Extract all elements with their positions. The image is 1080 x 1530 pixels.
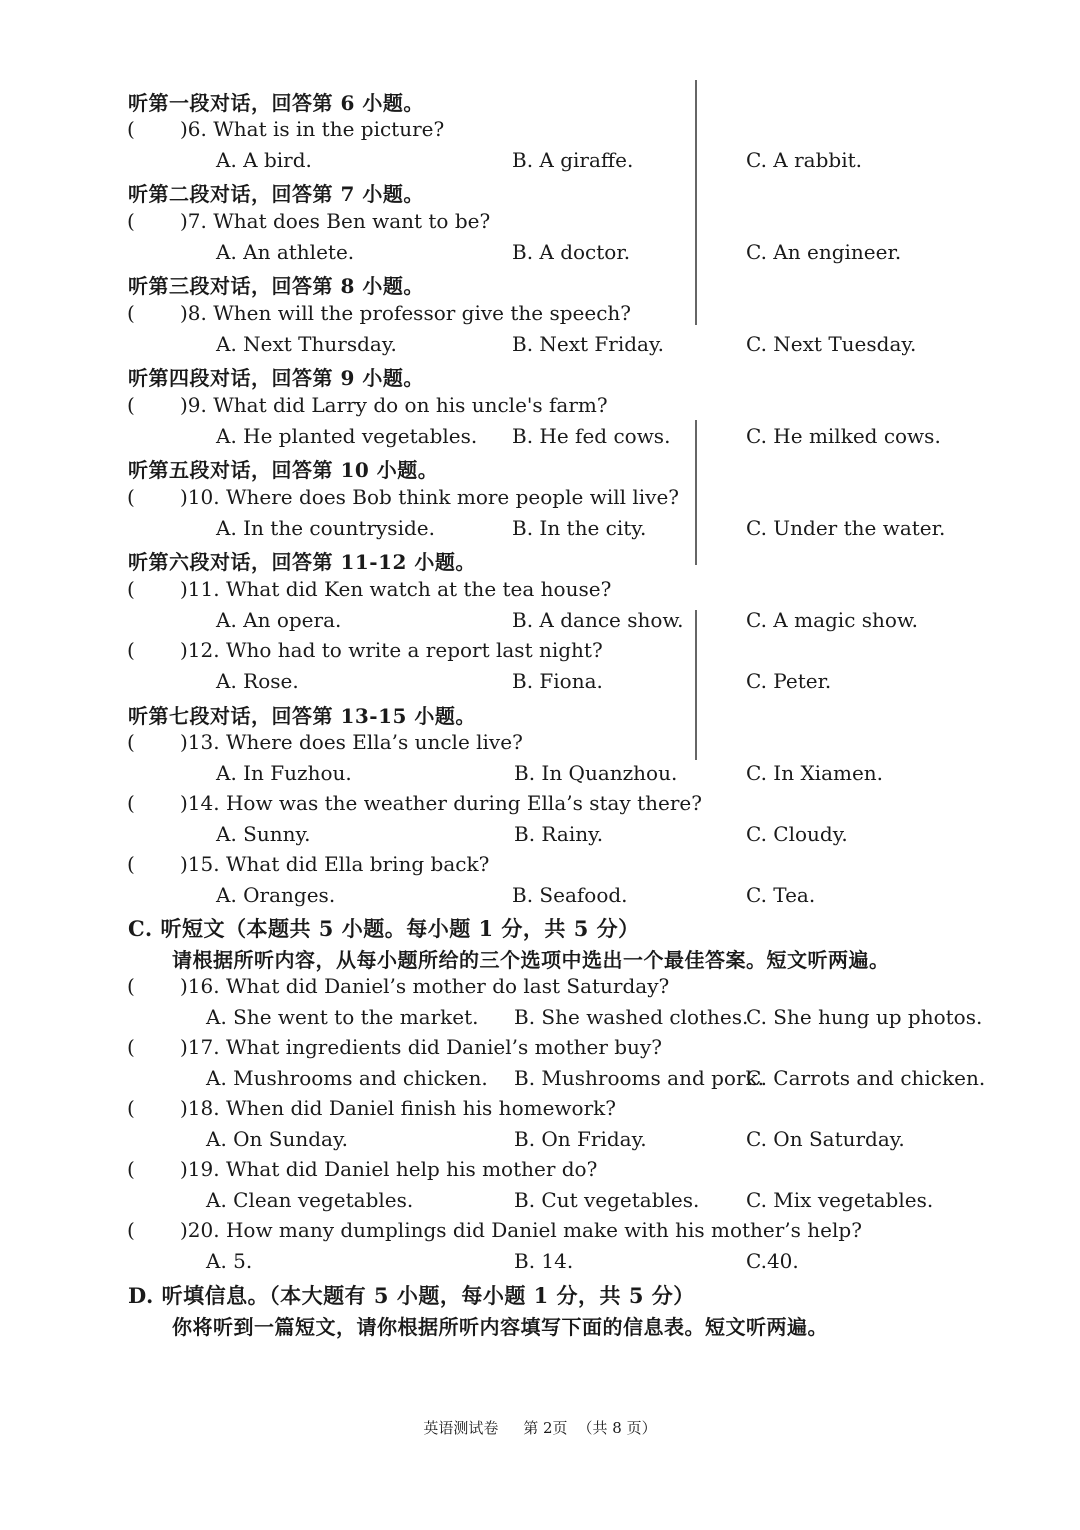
section-heading: 听第四段对话，回答第 9 小题。 [128, 366, 424, 390]
section-heading: 听第三段对话，回答第 8 小题。 [128, 274, 424, 298]
option-a: A. On Sunday. [206, 1127, 348, 1151]
question-stem: )16. What did Daniel’s mother do last Saturday? [180, 974, 670, 998]
answer-bracket[interactable]: ( [127, 791, 135, 815]
part-d-heading: D. 听填信息。（本大题有 5 小题，每小题 1 分，共 5 分） [128, 1283, 695, 1308]
option-c: C. Cloudy. [746, 822, 848, 846]
answer-bracket[interactable]: ( [127, 117, 135, 141]
question-stem: )9. What did Larry do on his uncle's farm? [180, 393, 608, 417]
question-stem: )13. Where does Ella’s uncle live? [180, 730, 523, 754]
option-a: A. An athlete. [216, 240, 355, 264]
option-c: C. Next Tuesday. [746, 332, 917, 356]
question-stem: )6. What is in the picture? [180, 117, 445, 141]
question-row [0, 1157, 1080, 1185]
answer-bracket[interactable]: ( [127, 577, 135, 601]
option-b: B. Rainy. [514, 822, 604, 846]
option-c: C. On Saturday. [746, 1127, 905, 1151]
question-stem: )14. How was the weather during Ella’s stay there? [180, 791, 702, 815]
question-stem: )19. What did Daniel help his mother do? [180, 1157, 598, 1181]
question-stem: )15. What did Ella bring back? [180, 852, 490, 876]
question-stem: )12. Who had to write a report last night? [180, 638, 603, 662]
question-row [0, 577, 1080, 605]
question-stem: )17. What ingredients did Daniel’s mother buy? [180, 1035, 662, 1059]
option-b: B. He fed cows. [512, 424, 671, 448]
option-b: B. She washed clothes. [514, 1005, 749, 1029]
option-a: A. In the countryside. [216, 516, 435, 540]
option-a: A. She went to the market. [206, 1005, 479, 1029]
option-b: B. On Friday. [514, 1127, 647, 1151]
question-stem: )8. When will the professor give the speech? [180, 301, 632, 325]
section-heading: 听第六段对话，回答第 11-12 小题。 [128, 550, 476, 574]
option-b: B. In the city. [512, 516, 647, 540]
option-a: A. He planted vegetables. [216, 424, 478, 448]
question-stem: )10. Where does Bob think more people will live? [180, 485, 680, 509]
question-row [0, 730, 1080, 758]
question-row [0, 1096, 1080, 1124]
answer-bracket[interactable]: ( [127, 485, 135, 509]
option-c: C. Mix vegetables. [746, 1188, 934, 1212]
question-row [0, 1218, 1080, 1246]
answer-bracket[interactable]: ( [127, 209, 135, 233]
option-c: C. An engineer. [746, 240, 902, 264]
question-row [0, 791, 1080, 819]
answer-bracket[interactable]: ( [127, 730, 135, 754]
option-a: A. A bird. [216, 148, 312, 172]
option-c: C. He milked cows. [746, 424, 941, 448]
option-b: B. Fiona. [512, 669, 603, 693]
question-row [0, 301, 1080, 329]
question-stem: )7. What does Ben want to be? [180, 209, 491, 233]
answer-bracket[interactable]: ( [127, 852, 135, 876]
option-a: A. Clean vegetables. [206, 1188, 414, 1212]
option-b: B. A dance show. [512, 608, 684, 632]
option-b: B. A doctor. [512, 240, 631, 264]
question-row [0, 638, 1080, 666]
page-footer [0, 1417, 1080, 1438]
answer-bracket[interactable]: ( [127, 1157, 135, 1181]
part-d-instruction: 你将听到一篇短文，请你根据所听内容填写下面的信息表。短文听两遍。 [172, 1315, 828, 1339]
footer-subject: 英语测试卷 [423, 1419, 499, 1437]
option-a: A. Rose. [216, 669, 299, 693]
part-c-heading: C. 听短文（本题共 5 小题。每小题 1 分，共 5 分） [128, 916, 640, 941]
option-c: C. Tea. [746, 883, 816, 907]
option-a: A. Sunny. [216, 822, 311, 846]
question-stem: )18. When did Daniel finish his homework? [180, 1096, 616, 1120]
section-heading: 听第五段对话，回答第 10 小题。 [128, 458, 439, 482]
answer-bracket[interactable]: ( [127, 1096, 135, 1120]
option-a: A. Mushrooms and chicken. [206, 1066, 488, 1090]
question-row [0, 485, 1080, 513]
question-row [0, 117, 1080, 145]
option-b: B. 14. [514, 1249, 574, 1273]
question-row [0, 1035, 1080, 1063]
option-c: C. Carrots and chicken. [746, 1066, 986, 1090]
option-b: B. In Quanzhou. [514, 761, 678, 785]
option-c: C. In Xiamen. [746, 761, 884, 785]
question-row [0, 852, 1080, 880]
answer-bracket[interactable]: ( [127, 1218, 135, 1242]
answer-bracket[interactable]: ( [127, 638, 135, 662]
option-a: A. In Fuzhou. [216, 761, 352, 785]
option-c: C. A rabbit. [746, 148, 862, 172]
footer-total-pages: （共 8 页） [577, 1419, 657, 1437]
option-b: B. Seafood. [512, 883, 628, 907]
question-row [0, 209, 1080, 237]
section-heading: 听第二段对话，回答第 7 小题。 [128, 182, 424, 206]
option-c: C.40. [746, 1249, 799, 1273]
option-c: C. She hung up photos. [746, 1005, 983, 1029]
question-row [0, 974, 1080, 1002]
question-row [0, 393, 1080, 421]
option-c: C. Peter. [746, 669, 832, 693]
option-a: A. Next Thursday. [216, 332, 397, 356]
section-heading: 听第七段对话，回答第 13-15 小题。 [128, 704, 476, 728]
option-a: A. Oranges. [216, 883, 336, 907]
answer-bracket[interactable]: ( [127, 301, 135, 325]
option-c: C. Under the water. [746, 516, 946, 540]
option-b: B. Mushrooms and pork. [514, 1066, 764, 1090]
option-a: A. An opera. [216, 608, 342, 632]
question-stem: )11. What did Ken watch at the tea house? [180, 577, 612, 601]
question-stem: )20. How many dumplings did Daniel make with his mother’s help? [180, 1218, 862, 1242]
option-c: C. A magic show. [746, 608, 919, 632]
answer-bracket[interactable]: ( [127, 974, 135, 998]
option-b: B. Next Friday. [512, 332, 664, 356]
option-b: B. Cut vegetables. [514, 1188, 700, 1212]
part-c-instruction: 请根据所听内容，从每小题所给的三个选项中选出一个最佳答案。短文听两遍。 [172, 948, 890, 972]
option-b: B. A giraffe. [512, 148, 634, 172]
section-heading: 听第一段对话，回答第 6 小题。 [128, 91, 424, 115]
footer-page-number: 第 2页 [523, 1419, 568, 1437]
answer-bracket[interactable]: ( [127, 393, 135, 417]
option-a: A. 5. [206, 1249, 253, 1273]
answer-bracket[interactable]: ( [127, 1035, 135, 1059]
